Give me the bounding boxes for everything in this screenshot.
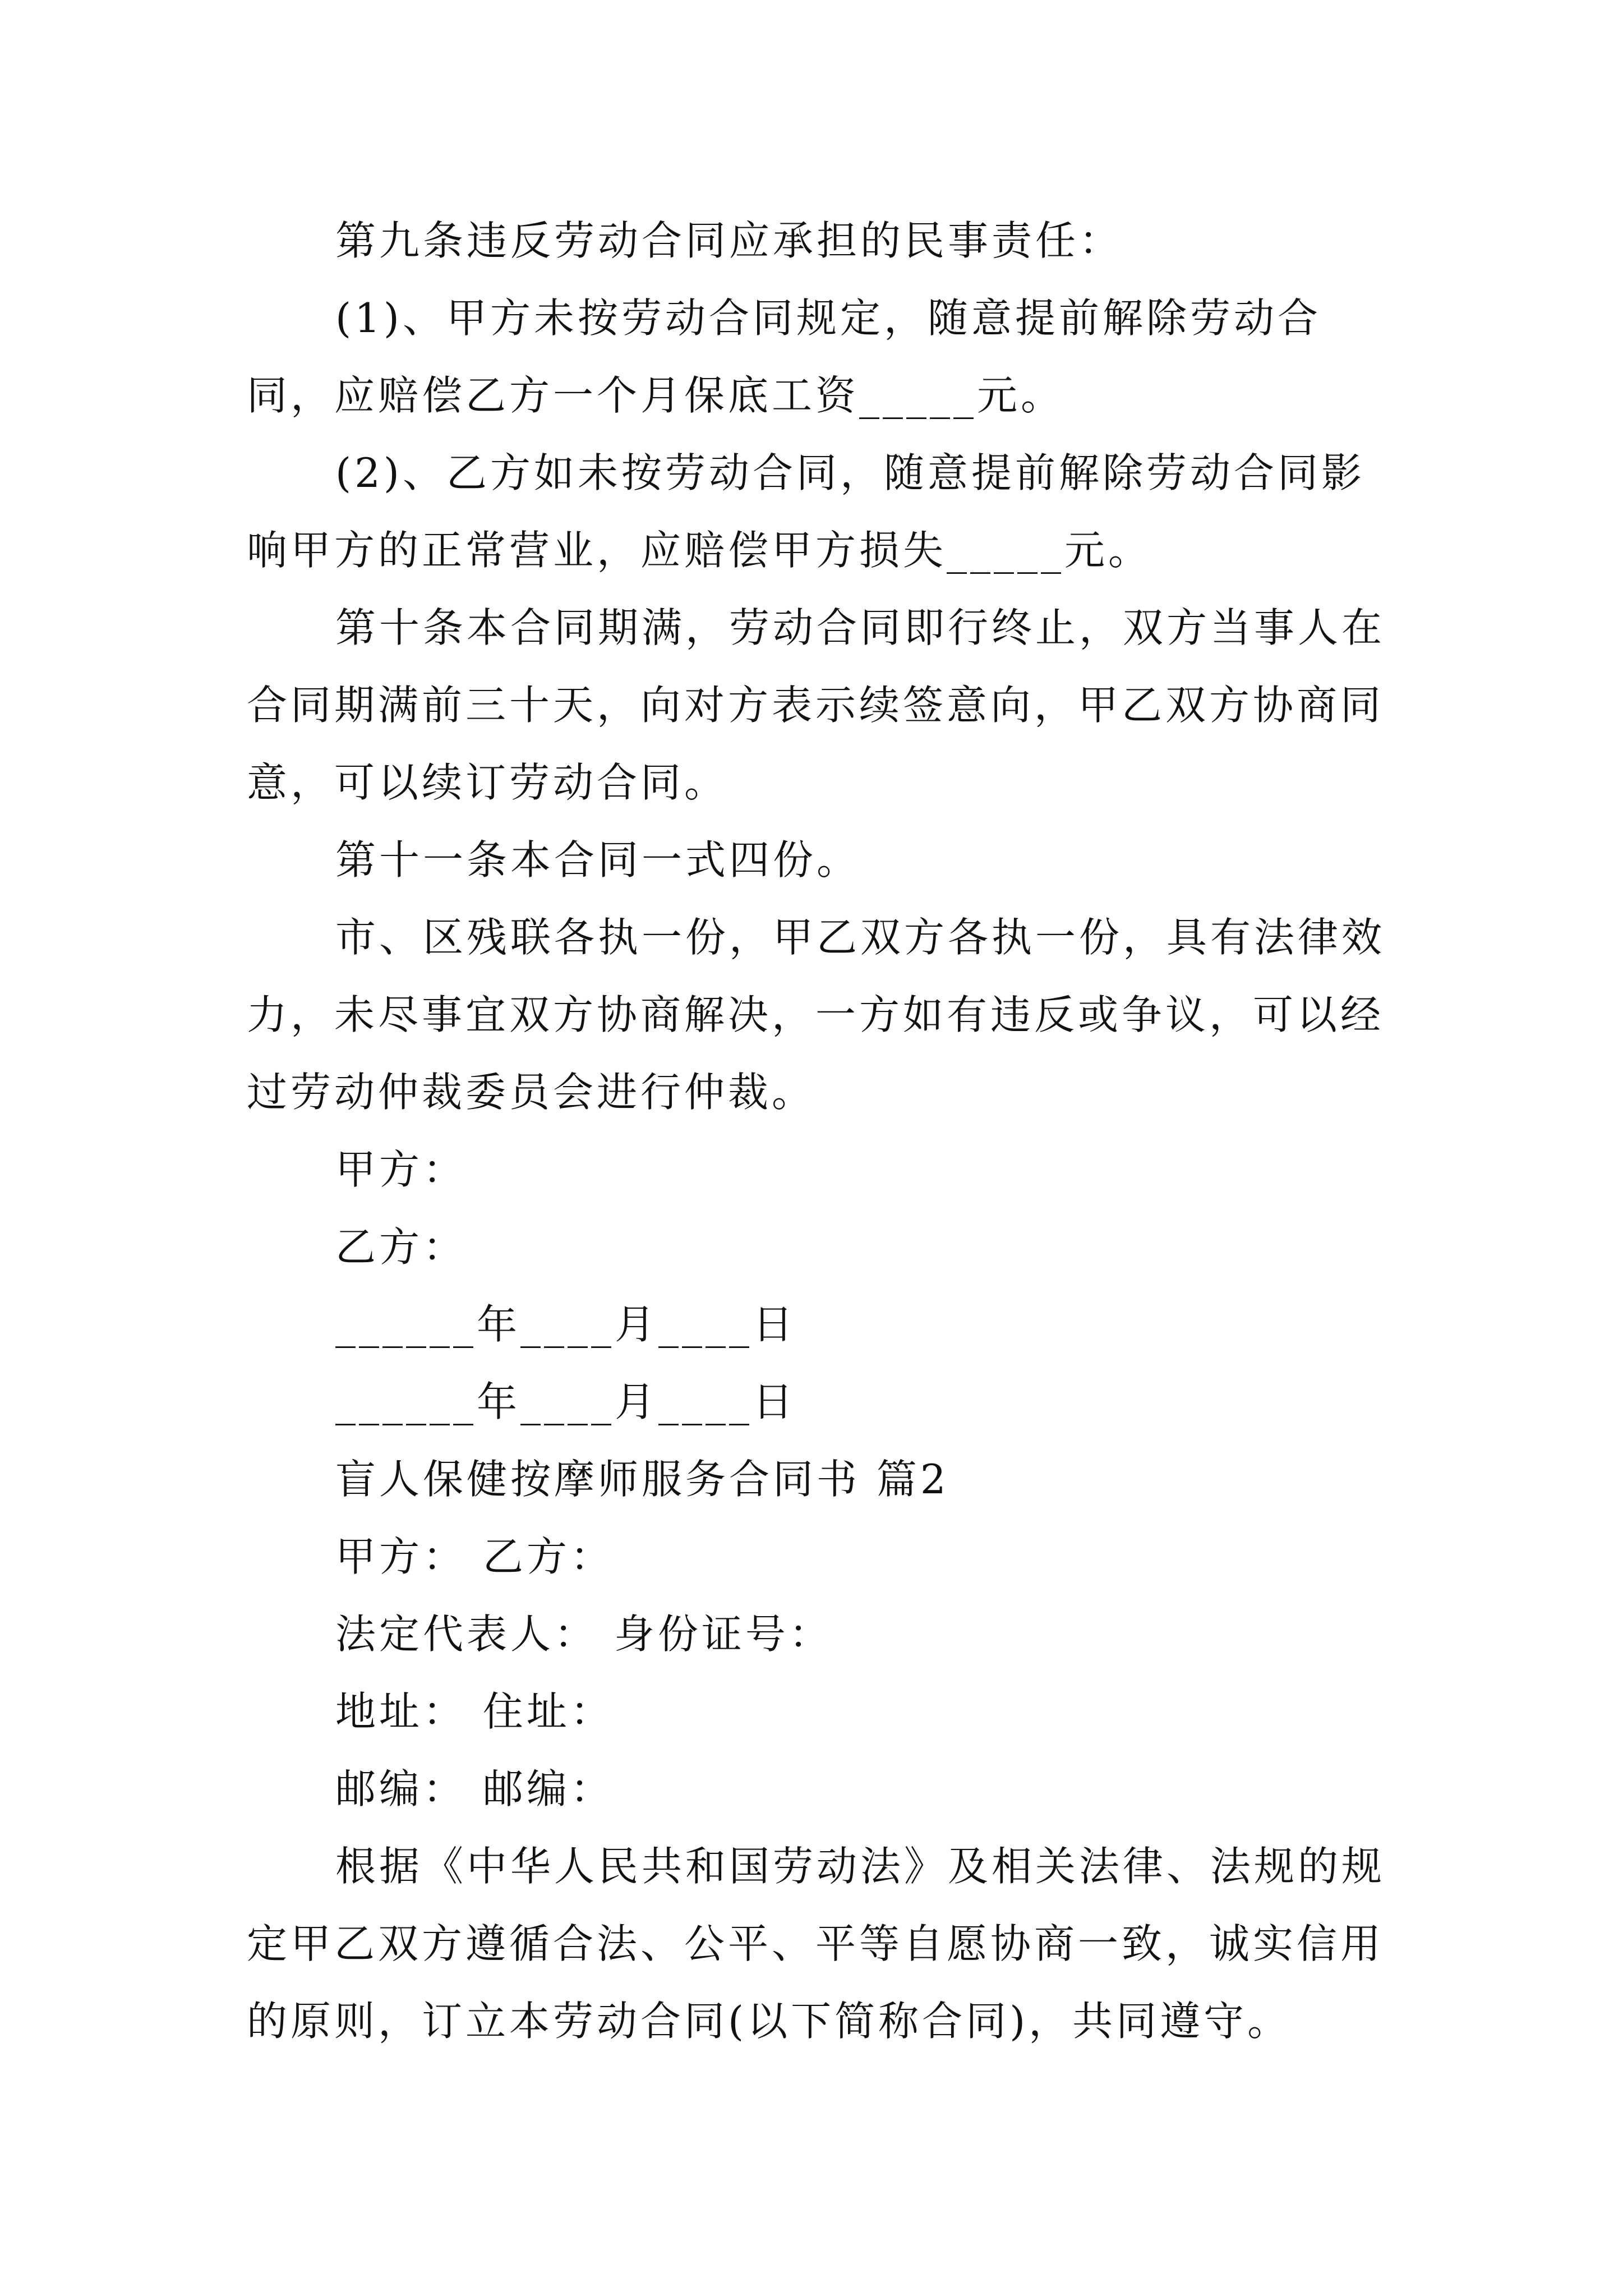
contract-preamble: 根据《中华人民共和国劳动法》及相关法律、法规的规定甲乙双方遵循合法、公平、平等自愿协商一致，诚实信用的原则，订立本劳动合同(以下简称合同)，共同遵守。 [247,1843,1386,2045]
postcode-line: 邮编： 邮编： [335,1765,614,1812]
article-11-continued: 市、区残联各执一份，甲乙双方各执一份，具有法律效力，未尽事宜双方协商解决，一方如有违反或争议，可以经过劳动仲裁委员会进行仲裁。 [247,914,1386,1116]
article-9-heading: 第九条违反劳动合同应承担的民事责任： [335,217,1123,264]
party-b-signature-line: 乙方： [335,1223,467,1271]
address-line: 地址： 住址： [335,1688,614,1735]
date-line-2: ______年____月____日 [335,1378,797,1425]
party-fields-line: 甲方： 乙方： [335,1533,614,1580]
document-body [247,202,1391,2060]
article-11: 第十一条本合同一式四份。 [335,836,861,884]
article-9-item-2: (2)、乙方如未按劳动合同，随意提前解除劳动合同影响甲方的正常营业，应赔偿甲方损失_____元。 [247,449,1365,574]
representative-id-line: 法定代表人： 身份证号： [335,1611,833,1658]
section-title-part-2: 盲人保健按摩师服务合同书 篇2 [335,1456,949,1503]
article-9-item-1: (1)、甲方未按劳动合同规定，随意提前解除劳动合同，应赔偿乙方一个月保底工资_____元。 [247,295,1321,419]
party-a-signature-line: 甲方： [335,1146,467,1193]
date-line-1: ______年____月____日 [335,1301,797,1348]
article-10: 第十条本合同期满，劳动合同即行终止，双方当事人在合同期满前三十天，向对方表示续签意向，甲乙双方协商同意，可以续订劳动合同。 [247,604,1386,806]
